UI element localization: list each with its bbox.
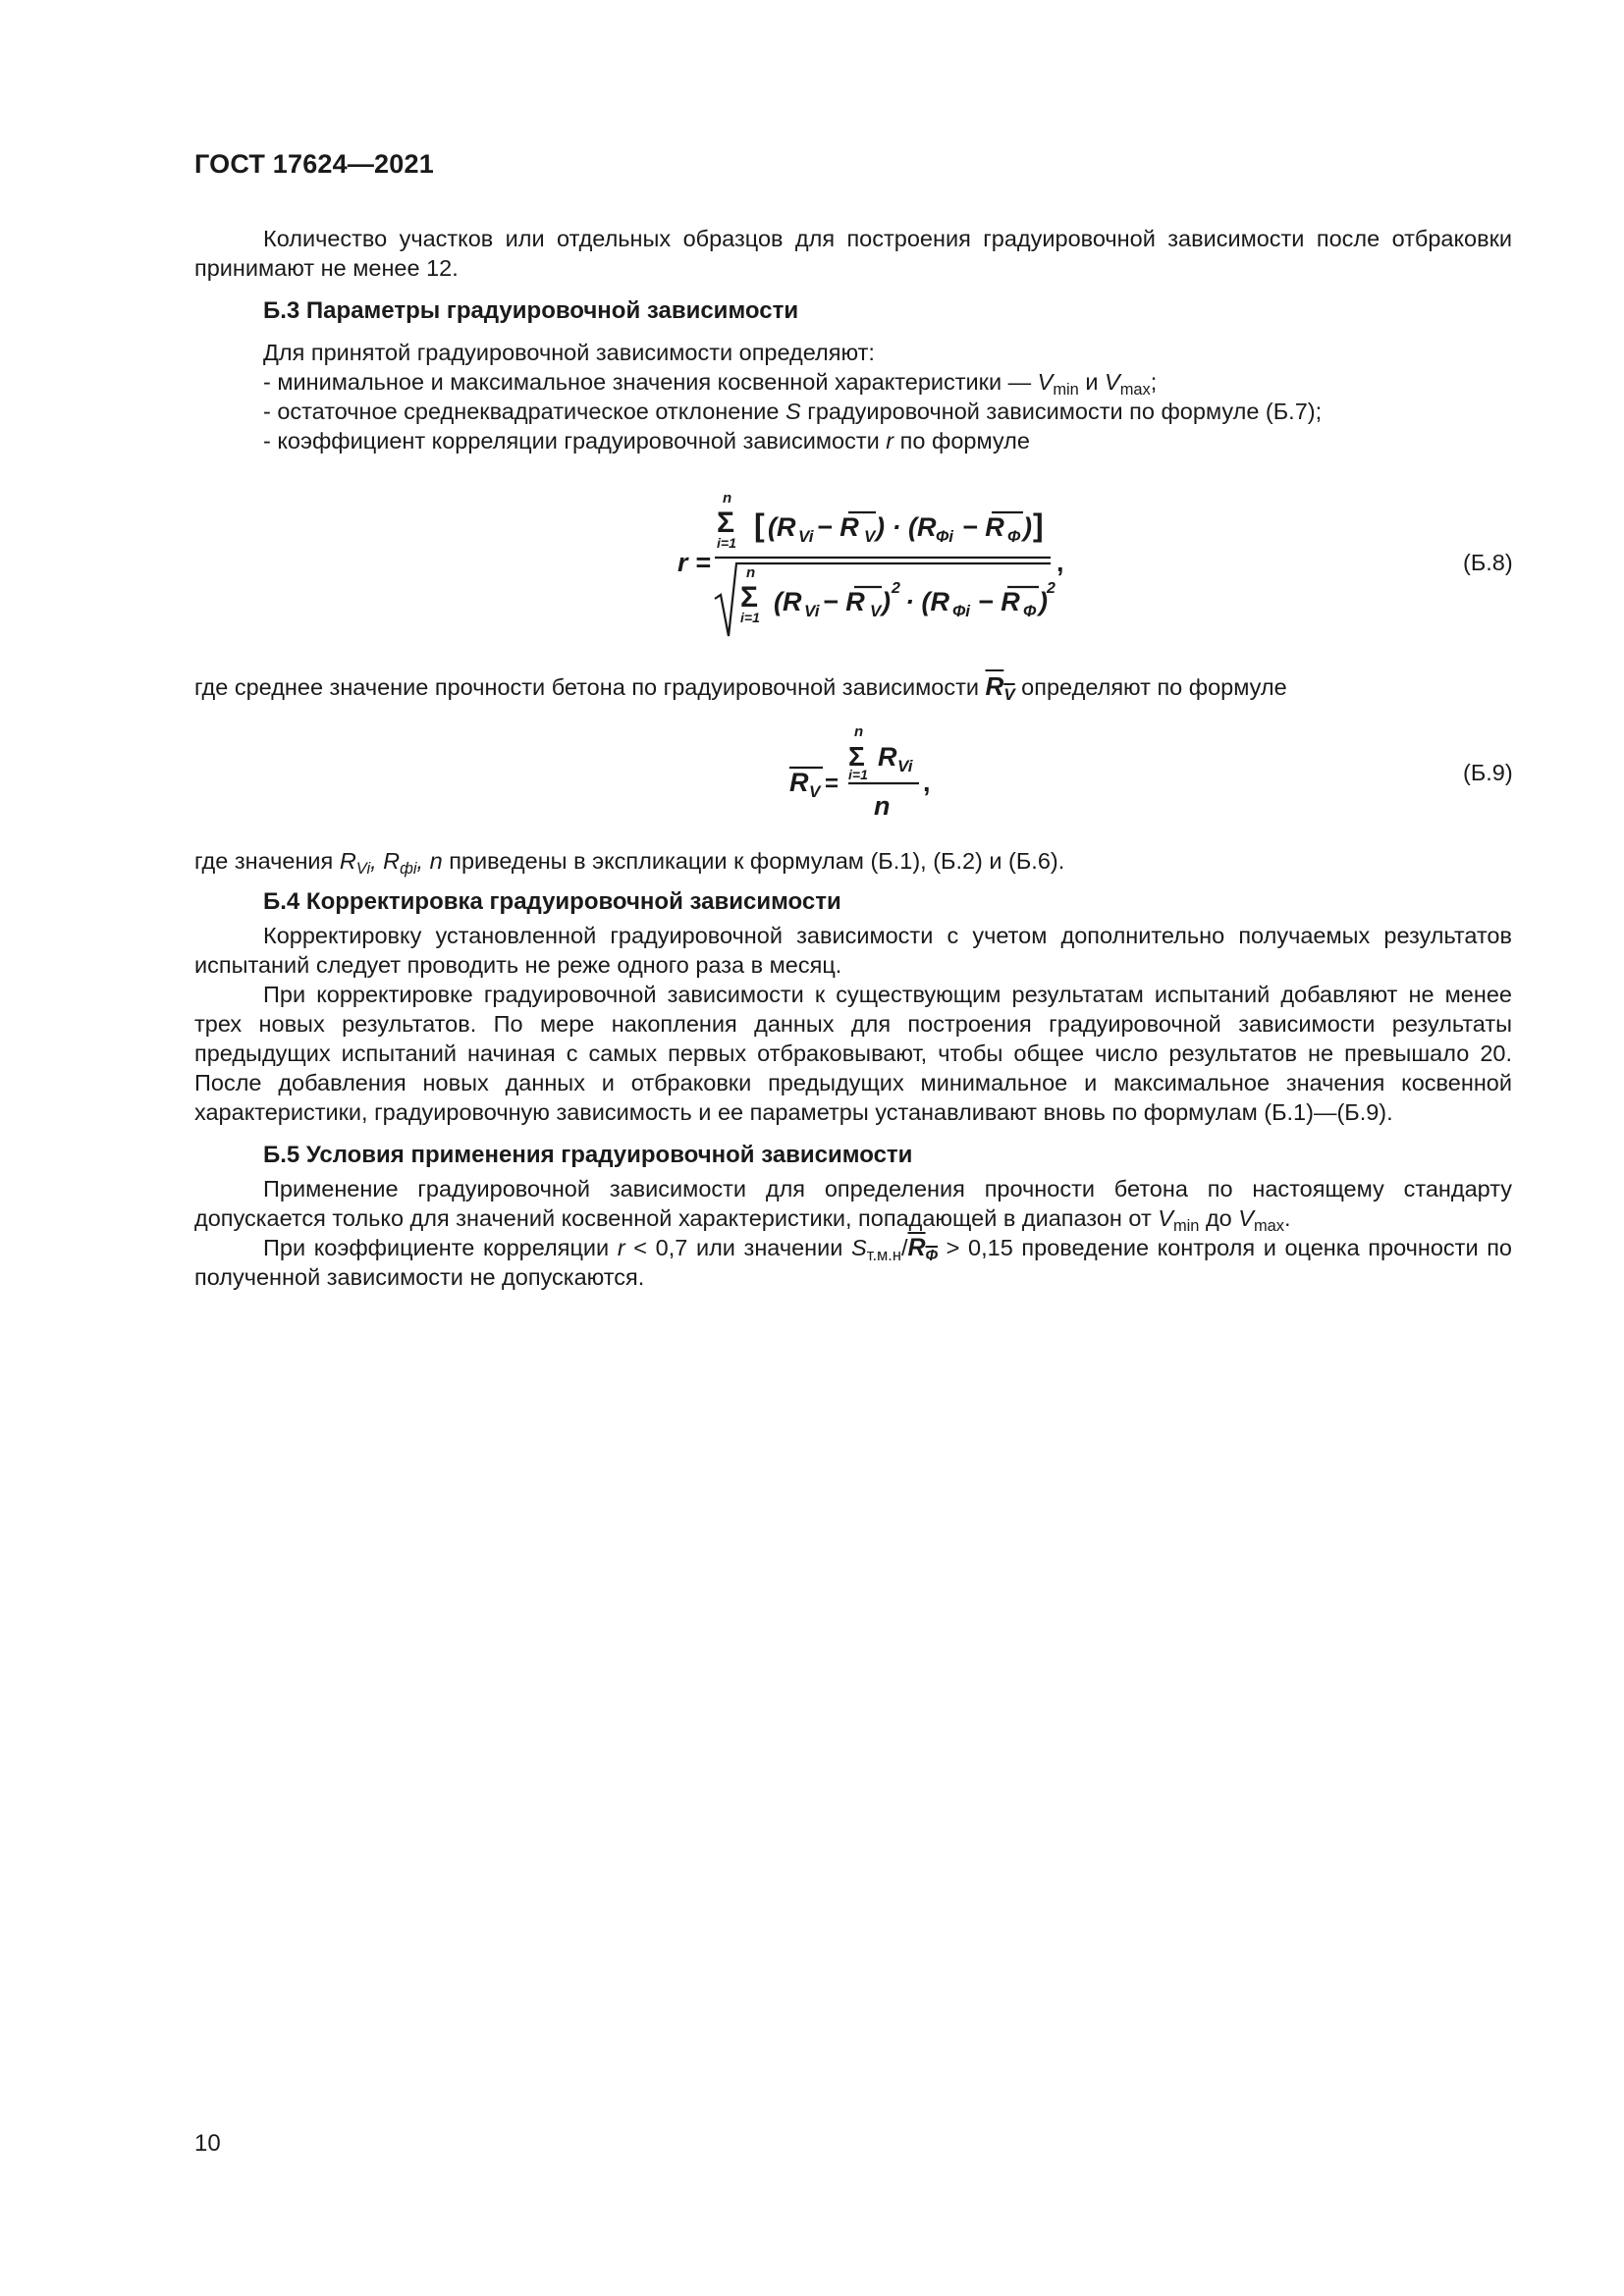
svg-text:2: 2 xyxy=(892,580,900,597)
svg-text:Vi: Vi xyxy=(798,527,814,546)
svg-text:− R: − R xyxy=(978,587,1020,616)
formula-b9 xyxy=(785,724,962,823)
text-block-bottom xyxy=(194,846,1512,1292)
svg-text:,: , xyxy=(923,768,931,797)
where-2: где значения $R_{Vi}$, $R_{фi}$, n приведены в экспликации к формулам (Б.1), (Б.2) и (Б.6). xyxy=(194,848,1065,878)
svg-text:i=1: i=1 xyxy=(740,610,760,625)
section-heading-b4: Б.4 Корректировка градуировочной зависимости xyxy=(263,888,841,915)
svg-text:(R: (R xyxy=(768,512,796,542)
b4-paragraph-1: Корректировку установленной градуировочной зависимости с учетом дополнительно получаемых результатов испытаний следует проводить не реже одного раза в месяц. xyxy=(194,923,1512,978)
svg-text:): ) xyxy=(1023,512,1032,542)
formula-b9-number: (Б.9) xyxy=(1463,760,1513,785)
svg-text:R: R xyxy=(878,742,897,772)
svg-text:=: = xyxy=(825,771,839,797)
text-where-1: где среднее значение прочности бетона по градуировочной зависимости $R_V$ определяют по формуле xyxy=(194,671,1287,704)
paragraph-count: Количество участков или отдельных образцов для построения градуировочной зависимости после отбраковки принимают не менее 12. xyxy=(194,226,1512,281)
b3-intro: Для принятой градуировочной зависимости определяют: xyxy=(263,340,875,365)
svg-text:i=1: i=1 xyxy=(848,767,868,782)
svg-text:i=1: i=1 xyxy=(717,535,736,551)
svg-text:n: n xyxy=(723,490,732,507)
section-heading-b3: Б.3 Параметры градуировочной зависимости xyxy=(263,297,799,324)
b5-paragraph-2: При коэффициенте корреляции r < 0,7 или значении $S_{т.м.н}/R_Ф > 0,15$ проведение контроля и оценка прочности по полученной зависимости не допускаются. xyxy=(194,1234,1512,1290)
svg-text:Σ: Σ xyxy=(848,741,865,772)
svg-text:R: R xyxy=(789,768,809,797)
svg-text:(R: (R xyxy=(774,587,802,616)
svg-text:]: ] xyxy=(1033,507,1044,543)
svg-text:n: n xyxy=(854,724,864,740)
svg-text:Ф: Ф xyxy=(1023,602,1037,620)
document-header: ГОСТ 17624—2021 xyxy=(194,149,434,179)
svg-text:Vi: Vi xyxy=(897,757,913,775)
svg-text:Σ: Σ xyxy=(717,507,735,539)
svg-text:· (R: · (R xyxy=(905,587,949,616)
svg-text:Фi: Фi xyxy=(936,527,953,546)
b3-item-2: - остаточное среднеквадратическое отклонение S градуировочной зависимости по формуле (Б.7); xyxy=(263,399,1323,424)
svg-text:Ф: Ф xyxy=(1007,527,1021,546)
svg-text:V: V xyxy=(809,782,821,801)
svg-text:V: V xyxy=(870,602,882,620)
svg-text:Vi: Vi xyxy=(804,602,820,620)
svg-text:2: 2 xyxy=(1047,580,1056,597)
svg-text:n: n xyxy=(874,791,891,821)
b3-item-3: - коэффициент корреляции градуировочной зависимости r по формуле xyxy=(263,428,1030,454)
svg-text:[: [ xyxy=(754,507,765,543)
svg-text:− R: − R xyxy=(962,512,1004,542)
svg-text:r =: r = xyxy=(677,548,711,577)
svg-text:): ) xyxy=(1039,587,1048,616)
b3-item-1: - минимальное и максимальное значения косвенной характеристики — $V_{min}$ и $V_{max}$; xyxy=(263,369,1158,399)
svg-text:): ) xyxy=(882,587,891,616)
svg-text:− R: − R xyxy=(817,512,859,542)
svg-text:Фi: Фi xyxy=(952,602,970,620)
b4-paragraph-2: При корректировке градуировочной зависимости к существующим результатам испытаний добавляют не менее трех новых результатов. По мере накопления данных для построения градуировочной зависимости результаты предыдущих испытаний начиная с самых первых отбраковывают, чтобы общее число результатов не превышало 20. После добавления новых данных и отбраковки предыдущих минимальное и максимальное значения косвенной характеристики, градуировочную зависимость и ее параметры устанавливают вновь по формулам (Б.1)—(Б.9). xyxy=(194,982,1512,1125)
svg-text:− R: − R xyxy=(823,587,865,616)
svg-text:Σ: Σ xyxy=(740,581,759,614)
svg-text:) · (R: ) · (R xyxy=(876,512,937,542)
formula-b8 xyxy=(658,489,1070,646)
section-heading-b5: Б.5 Условия применения градуировочной зависимости xyxy=(263,1142,913,1168)
text-block-top xyxy=(194,224,1512,455)
formula-b8-number: (Б.8) xyxy=(1463,550,1513,575)
page-number: 10 xyxy=(194,2130,221,2157)
b5-paragraph-1: Применение градуировочной зависимости для определения прочности бетона по настоящему стандарту допускается только для значений косвенной характеристики, попадающей в диапазон от $V_{min}$ до $V_{max}$. xyxy=(194,1176,1512,1235)
svg-text:V: V xyxy=(864,527,876,546)
svg-text:,: , xyxy=(1056,548,1064,577)
svg-text:n: n xyxy=(746,564,756,581)
